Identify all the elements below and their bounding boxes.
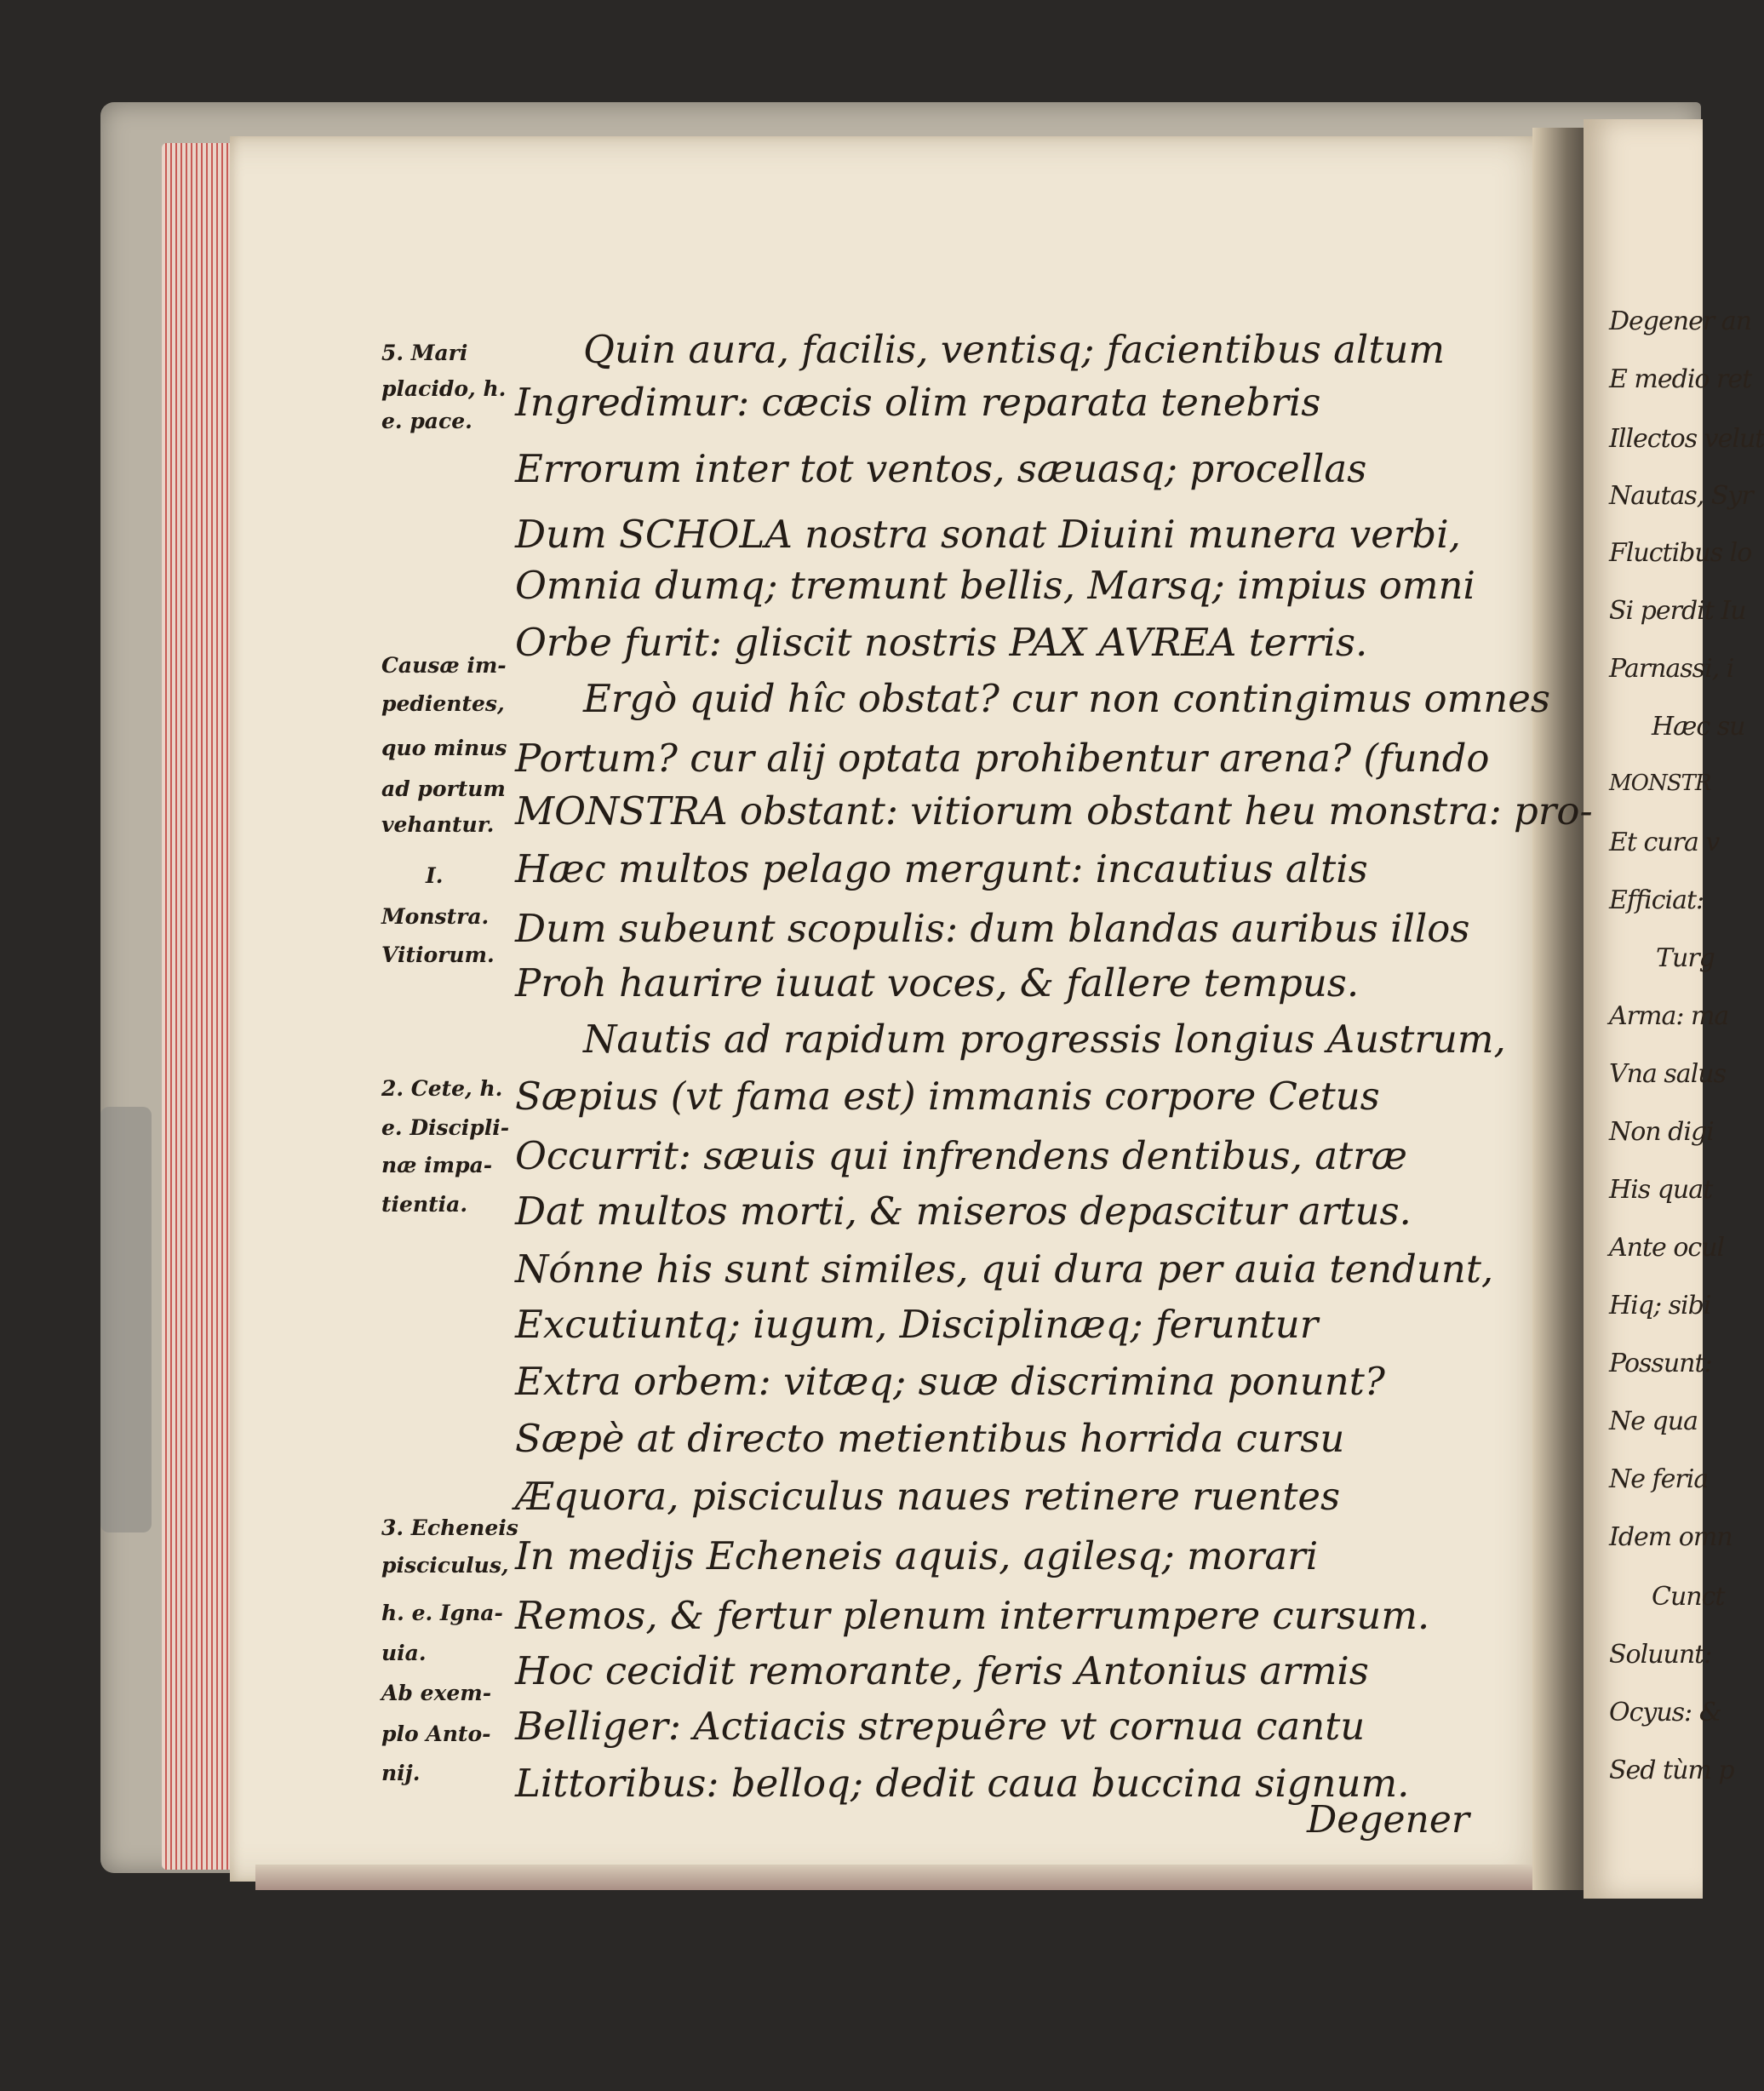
- recto-line: Cunct: [1652, 1582, 1725, 1612]
- verse-line: Nautis ad rapidum progressis longius Austrum,: [583, 1017, 1506, 1062]
- verse-line: Extra orbem: vitæq; suæ discrimina ponunt?: [515, 1359, 1385, 1404]
- verse-line: Occurrit: sæuis qui infrendens dentibus, atræ: [515, 1133, 1407, 1178]
- margin-note: e. pace.: [381, 409, 472, 433]
- recto-line: Hæc su: [1652, 712, 1745, 742]
- verse-line: In medijs Echeneis aquis, agilesq; morari: [515, 1533, 1319, 1578]
- margin-note: Ab exem-: [381, 1681, 492, 1705]
- margin-note: I.: [426, 863, 444, 888]
- recto-line: Fluctibus lo: [1609, 538, 1752, 568]
- margin-note: h. e. Igna-: [381, 1601, 503, 1625]
- recto-line: Ante ocul: [1609, 1233, 1725, 1263]
- margin-note: uia.: [381, 1641, 427, 1665]
- recto-line: Nautas, Syr: [1609, 481, 1753, 511]
- recto-line: Turg: [1656, 943, 1715, 973]
- page-bottom-edge: [255, 1865, 1532, 1890]
- margin-note: pisciculus,: [381, 1553, 509, 1578]
- cover-stain: [100, 1107, 152, 1532]
- verse-line: Littoribus: belloq; dedit caua buccina signum.: [515, 1761, 1410, 1806]
- margin-note: placido, h.: [381, 376, 507, 401]
- verse-line: Æquora, pisciculus naues retinere ruentes: [515, 1474, 1341, 1519]
- verse-line: Sæpius (vt fama est) immanis corpore Cetus: [515, 1074, 1380, 1119]
- recto-line: Parnassi, i: [1609, 654, 1734, 684]
- margin-note: Monstra.: [381, 904, 490, 929]
- verse-line: Belliger: Actiacis strepuêre vt cornua cantu: [515, 1704, 1366, 1749]
- verse-line: MONSTRA obstant: vitiorum obstant heu monstra: pro-: [515, 788, 1593, 834]
- margin-note: vehantur.: [381, 812, 495, 837]
- verse-line: Orbe furit: gliscit nostris PAX AVREA terris.: [515, 620, 1368, 665]
- recto-line: Ne feria: [1609, 1464, 1709, 1494]
- margin-note: Vitiorum.: [381, 942, 495, 967]
- recto-line: Hiq; sibi: [1609, 1291, 1711, 1320]
- margin-note: quo minus: [381, 736, 507, 760]
- verse-line: Proh haurire iuuat voces, & fallere tempus.: [515, 960, 1360, 1005]
- recto-line: E medio ret: [1609, 364, 1752, 394]
- verse-line: Hæc multos pelago mergunt: incautius altis: [515, 846, 1368, 891]
- margin-note: 2. Cete, h.: [381, 1076, 503, 1101]
- margin-note: 3. Echeneis: [381, 1515, 518, 1540]
- verse-line: Dum subeunt scopulis: dum blandas auribus illos: [515, 906, 1470, 951]
- recto-line: MONSTR: [1609, 771, 1711, 796]
- margin-note: Causæ im-: [381, 653, 507, 678]
- recto-line: His quat: [1609, 1175, 1713, 1205]
- recto-line: Sed tùm p: [1609, 1756, 1734, 1785]
- margin-note: plo Anto-: [381, 1721, 491, 1746]
- recto-line: Si perdit Iu: [1609, 596, 1746, 626]
- verse-line: Hoc cecidit remorante, feris Antonius armis: [515, 1648, 1369, 1693]
- margin-note: næ impa-: [381, 1153, 493, 1177]
- recto-line: Soluunt:: [1609, 1640, 1712, 1670]
- verse-line: Dum SCHOLA nostra sonat Diuini munera verbi,: [515, 512, 1461, 557]
- margin-note: pedientes,: [381, 691, 505, 716]
- verse-line: Ingredimur: cæcis olim reparata tenebris: [515, 380, 1321, 425]
- margin-note: ad portum: [381, 776, 506, 801]
- recto-line: Arma: ma: [1609, 1001, 1729, 1031]
- recto-line: Et cura v: [1609, 828, 1720, 857]
- verse-line: Errorum inter tot ventos, sæuasq; procellas: [515, 446, 1367, 491]
- recto-line: Vna salus: [1609, 1059, 1727, 1089]
- margin-note: tientia.: [381, 1192, 468, 1217]
- recto-line: Idem omn: [1609, 1522, 1732, 1552]
- margin-note: nij.: [381, 1761, 421, 1785]
- verse-line: Remos, & fertur plenum interrumpere cursum.: [515, 1593, 1430, 1638]
- verse-line: Ergò quid hîc obstat? cur non contingimus omnes: [583, 676, 1550, 721]
- verse-line: Excutiuntq; iugum, Disciplinæq; feruntur: [515, 1302, 1319, 1347]
- margin-note: e. Discipli-: [381, 1115, 510, 1140]
- verse-line: Quin aura, facilis, ventisq; facientibus altum: [583, 327, 1446, 372]
- margin-note: 5. Mari: [381, 341, 468, 365]
- recto-line: Efficiat:: [1609, 885, 1704, 915]
- verse-line: Sæpè at directo metientibus horrida cursu: [515, 1416, 1345, 1461]
- verse-line: Dat multos morti, & miseros depascitur artus.: [515, 1189, 1412, 1234]
- recto-line: Ocyus: &: [1609, 1698, 1721, 1727]
- verse-line: Nónne his sunt similes, qui dura per auia tendunt,: [515, 1246, 1494, 1292]
- recto-line: Illectos velut: [1609, 424, 1764, 454]
- recto-line: Degener an: [1609, 306, 1751, 336]
- verse-line: Omnia dumq; tremunt bellis, Marsq; impius omni: [515, 563, 1475, 608]
- catchword: Degener: [1307, 1798, 1469, 1842]
- recto-line: Ne qua: [1609, 1406, 1698, 1436]
- verse-line: Portum? cur alij optata prohibentur arena? (fundo: [515, 736, 1490, 781]
- recto-line: Non digi: [1609, 1117, 1714, 1147]
- recto-line: Possunt:: [1609, 1349, 1712, 1378]
